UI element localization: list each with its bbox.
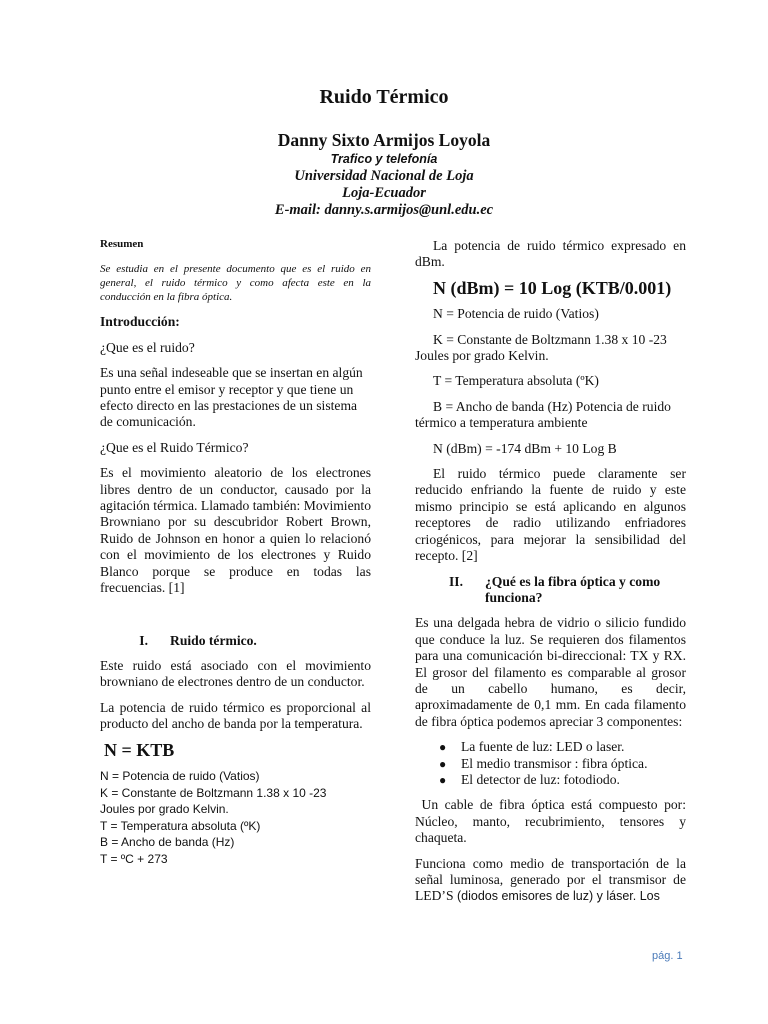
abstract-heading: Resumen [100,238,144,250]
left-column [100,236,371,868]
definition-n: N = Potencia de ruido (Vatios) [433,306,599,322]
section-number: II. [449,573,463,589]
author-name: Danny Sixto Armijos Loyola [277,130,491,150]
formula-dbm: N (dBm) = 10 Log (KTB/0.001) [433,277,672,298]
email: E-mail: danny.s.armijos@unl.edu.ec [274,202,494,218]
bullet-icon: ● [439,756,447,771]
definition-line: Joules por grado Kelvin. [100,802,229,817]
definition-line: B = Ancho de banda (Hz) [100,835,235,850]
right-column [415,238,690,914]
question-noise: ¿Que es el ruido? [100,339,195,355]
section-number: I. [139,632,148,648]
list-item: ● El medio transmisor : fibra óptica. [439,755,648,771]
paragraph-dbm: La potencia de ruido térmico expresado en dBm. [415,238,686,270]
paragraph-power: La potencia de ruido térmico es proporcional al producto del ancho de banda por la temperatura. [100,699,371,732]
paragraph-transport: Funciona como medio de transportación de la señal luminosa, generado por el transmisor de LED’S (diodos emisores de luz) y láser. Los [415,855,686,904]
components-list [415,739,686,788]
definition-b: B = Ancho de banda (Hz) Potencia de ruido térmico a temperatura ambiente [415,398,671,431]
definition-line: N = Potencia de ruido (Vatios) [100,768,260,783]
bullet-icon: ● [439,772,447,787]
definition-line: K = Constante de Boltzmann 1.38 x 10 -23 [100,785,327,800]
abstract-text: Se estudia en el presente documento que es el ruido en general, el ruido térmico y como afecta este en la conducción en la fibra óptica. [100,263,371,304]
paragraph-brownian: Este ruido está asociado con el movimiento browniano de electrones dentro de un conductor. [100,657,371,690]
paragraph-cooling: El ruido térmico puede claramente ser reducido enfriando la fuente de ruido y este mismo principio se está aplicando en algunos receptores de radio utilizando enfriadores criogénicos, para mejorar la sensibilidad del recepto. [2] [415,466,686,564]
formula-ktb: N = KTB [104,739,175,760]
intro-heading: Introducción: [100,314,180,330]
definition-line: T = ºC + 273 [100,851,168,866]
list-item: ● El detector de luz: fotodiodo. [439,771,620,787]
section-heading-1 [100,633,371,649]
section-title: ¿Qué es la fibra óptica y como funciona? [485,573,661,605]
page-number: pág. 1 [652,950,683,962]
department: Trafico y telefonía [330,152,438,166]
formula-room-temp: N (dBm) = -174 dBm + 10 Log B [433,440,617,456]
definition-k: K = Constante de Boltzmann 1.38 x 10 -23 Joules por grado Kelvin. [415,331,667,364]
paragraph-fiber-def: Es una delgada hebra de vidrio o silicio fundido que conduce la luz. Se requieren dos filamentos para una comunicación bi-direccional: TX y RX. El grosor del filamento es comparable al grosor de un cabello humano, es decir, aproximadamente de 0,1 mm. En cada filamento de fibra óptica podemos apreciar 3 componentes: [415,615,686,729]
definition-line: T = Temperatura absoluta (ºK) [100,818,261,833]
question-thermal-noise: ¿Que es el Ruido Térmico? [100,439,249,455]
paragraph-noise-def: Es una señal indeseable que se insertan en algún punto entre el emisor y receptor y que tiene un efecto directo en las prestaciones de un sistema de comunicación. [100,365,363,430]
bullet-icon: ● [439,740,447,755]
definitions-list [100,768,371,868]
university: Universidad Nacional de Loja [294,168,474,184]
paper-title: Ruido Térmico [319,86,449,108]
section-title: Ruido térmico. [170,632,257,648]
paragraph-cable: Un cable de fibra óptica está compuesto por: Núcleo, manto, recubrimiento, tensores y chaqueta. [415,797,690,846]
section-heading-2 [415,574,686,607]
definition-t: T = Temperatura absoluta (ºK) [433,373,599,389]
list-item: ● La fuente de luz: LED o laser. [439,739,625,755]
paragraph-thermal-def: Es el movimiento aleatorio de los electrones libres dentro de un conductor, causado por la agitación térmica. Llamado también: Movimiento Browniano por su descubridor Robert Brown, Ruido de Johnson en honor a quien lo relacionó con el movimiento de los electrones y Ruido Blanco porque se produce en todas las frecuencias. [1] [100,465,371,596]
location: Loja-Ecuador [342,185,426,201]
